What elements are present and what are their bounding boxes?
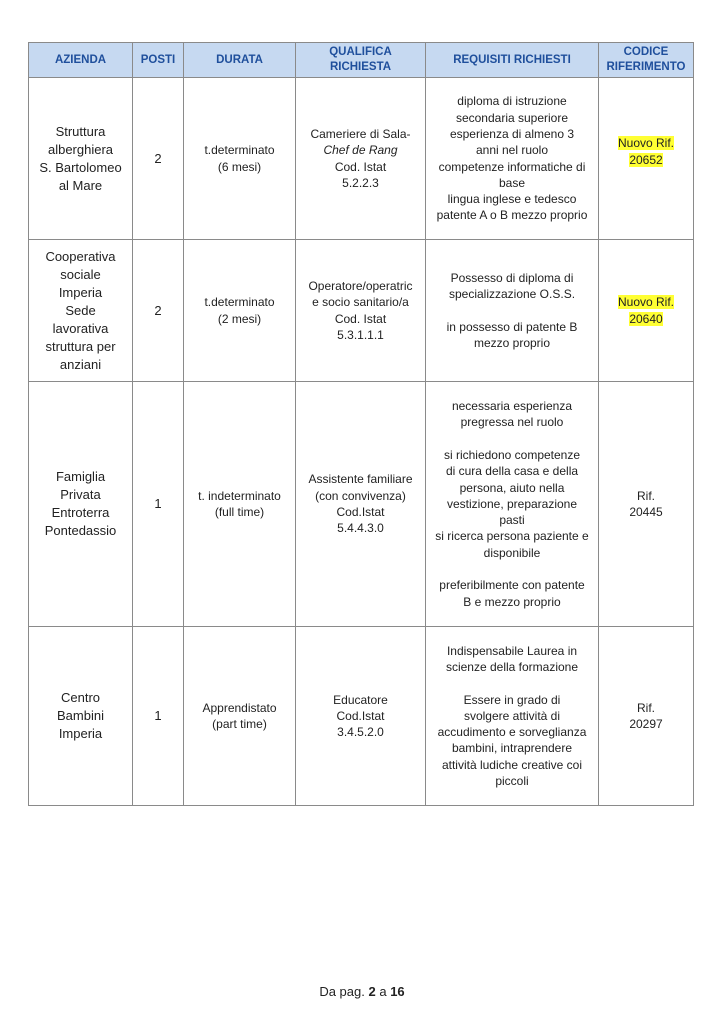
qualifica-cell: Operatore/operatric e socio sanitario/a Cod. Istat 5.3.1.1.1 xyxy=(296,240,426,382)
qualifica-text: Cameriere di Sala- xyxy=(310,126,411,141)
azienda-cell: Famiglia Privata Entroterra Pontedassio xyxy=(29,382,133,627)
table-row xyxy=(29,382,694,627)
qualifica-cell: Educatore Cod.Istat 3.4.5.2.0 xyxy=(296,627,426,806)
current-page: 2 xyxy=(368,984,376,999)
qualifica-italic: Chef de Rang xyxy=(323,143,398,158)
requisiti-cell: diploma di istruzione secondaria superiore esperienza di almeno 3 anni nel ruolo competenze informatiche di base lingua inglese e tedesco patente A o B mezzo proprio xyxy=(426,78,599,240)
posti-cell: 2 xyxy=(133,78,184,240)
posti-cell: 1 xyxy=(133,382,184,627)
header-durata: DURATA xyxy=(184,43,296,78)
header-requisiti: REQUISITI RICHIESTI xyxy=(426,43,599,78)
azienda-cell: Struttura alberghiera S. Bartolomeo al Mare xyxy=(29,78,133,240)
qualifica-cell xyxy=(296,78,426,240)
qualifica-code: Cod. Istat 5.2.2.3 xyxy=(334,159,387,190)
header-qualifica: QUALIFICA RICHIESTA xyxy=(296,43,426,78)
total-pages: 16 xyxy=(390,984,405,999)
codice-highlight: Nuovo Rif. 20640 xyxy=(617,295,675,326)
durata-cell: t. indeterminato (full time) xyxy=(184,382,296,627)
header-azienda: AZIENDA xyxy=(29,43,133,78)
table-row xyxy=(29,240,694,382)
durata-cell: Apprendistato (part time) xyxy=(184,627,296,806)
posti-cell: 2 xyxy=(133,240,184,382)
header-codice: CODICE RIFERIMENTO xyxy=(599,43,694,78)
page-footer xyxy=(0,984,724,999)
azienda-cell: Cooperativa sociale Imperia Sede lavorativa struttura per anziani xyxy=(29,240,133,382)
job-offers-table xyxy=(28,42,694,806)
table-row xyxy=(29,78,694,240)
codice-cell: Rif. 20445 xyxy=(599,382,694,627)
table-row xyxy=(29,627,694,806)
azienda-cell: Centro Bambini Imperia xyxy=(29,627,133,806)
codice-cell: Rif. 20297 xyxy=(599,627,694,806)
durata-cell: t.determinato (6 mesi) xyxy=(184,78,296,240)
requisiti-cell: Indispensabile Laurea in scienze della formazione Essere in grado di svolgere attività di accudimento e sorveglianza bambini, intraprendere attività ludiche creative coi piccoli xyxy=(426,627,599,806)
header-posti: POSTI xyxy=(133,43,184,78)
requisiti-cell: necessaria esperienza pregressa nel ruolo si richiedono competenze di cura della casa e della persona, aiuto nella vestizione, preparazione pasti si ricerca persona paziente e disponibile preferibilmente con patente B e mezzo proprio xyxy=(426,382,599,627)
footer-middle: a xyxy=(375,984,391,999)
durata-cell: t.determinato (2 mesi) xyxy=(184,240,296,382)
footer-prefix: Da pag. xyxy=(319,984,369,999)
posti-cell: 1 xyxy=(133,627,184,806)
table-header-row xyxy=(29,43,694,78)
codice-highlight: Nuovo Rif. 20652 xyxy=(617,136,675,167)
qualifica-cell: Assistente familiare (con convivenza) Cod.Istat 5.4.4.3.0 xyxy=(296,382,426,627)
requisiti-cell: Possesso di diploma di specializzazione O.S.S. in possesso di patente B mezzo proprio xyxy=(426,240,599,382)
codice-cell xyxy=(599,78,694,240)
codice-cell xyxy=(599,240,694,382)
